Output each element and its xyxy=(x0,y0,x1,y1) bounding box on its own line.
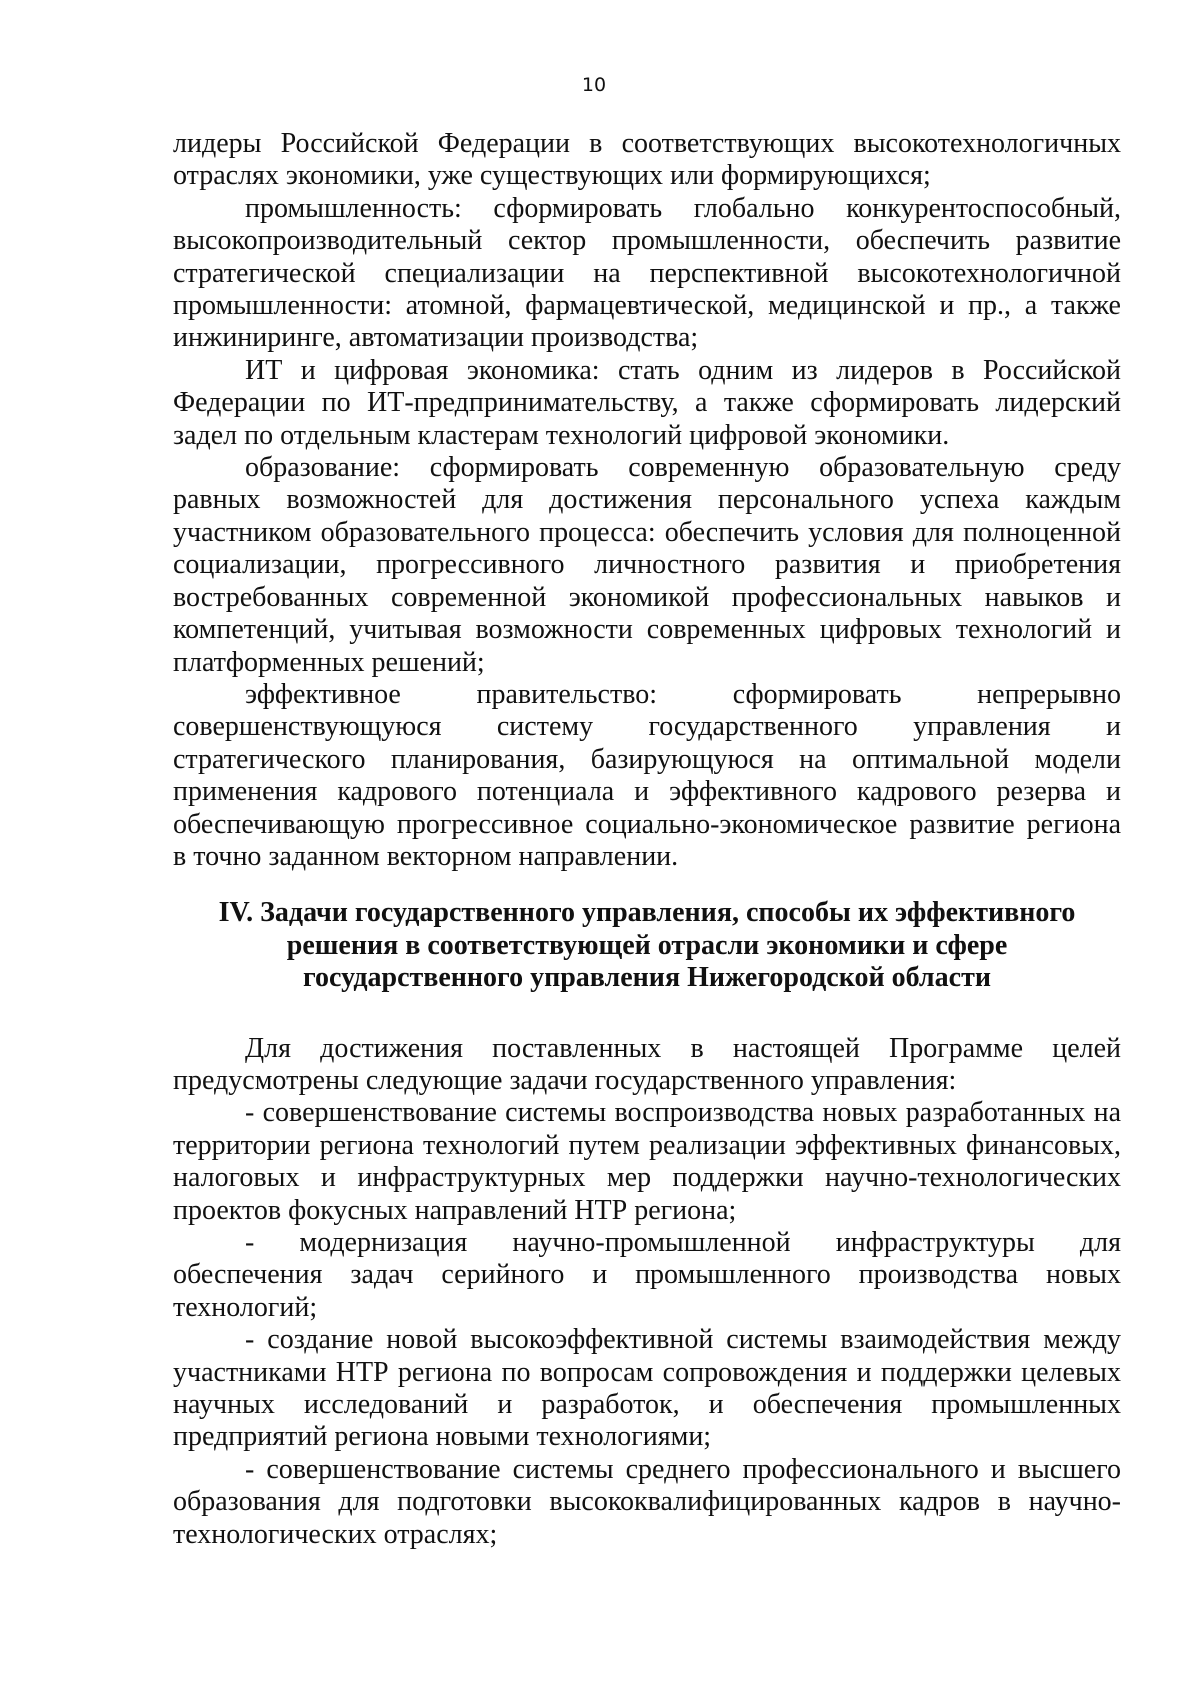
page-number: 10 xyxy=(581,74,607,96)
list-item-task-3: - создание новой высокоэффективной системы взаимодействия между участниками НТР региона по вопросам сопровождения и поддержки целевых научных исследований и разработок, и обеспечения промышленных предприятий региона новыми технологиями; xyxy=(173,1324,1121,1453)
list-item-task-2: - модернизация научно-промышленной инфраструктуры для обеспечения задач серийного и промышленного производства новых технологий; xyxy=(173,1227,1121,1323)
paragraph-education: образование: сформировать современную образовательную среду равных возможностей для достижения персонального успеха каждым участником образовательного процесса: обеспечить условия для полноценной социализации, прогрессивного личностного развития и приобретения востребованных современной экономикой профессиональных навыков и компетенций, учитывая возможности современных цифровых технологий и платформенных решений; xyxy=(173,452,1121,678)
list-item-task-4: - совершенствование системы среднего профессионального и высшего образования для подготовки высококвалифицированных кадров в научно-технологических отраслях; xyxy=(173,1453,1121,1550)
list-item-task-1: - совершенствование системы воспроизводства новых разработанных на территории региона технологий путем реализации эффективных финансовых, налоговых и инфраструктурных мер поддержки научно-технологических проектов фокусных направлений НТР региона; xyxy=(173,1097,1121,1226)
paragraph-industry: промышленность: сформировать глобально конкурентоспособный, высокопроизводительный сектор промышленности, обеспечить развитие стратегической специализации на перспективной высокотехнологичной промышленности: атомной, фармацевтической, медицинской и пр., а также инжиниринге, автоматизации производства; xyxy=(173,192,1121,354)
paragraph-continuation: лидеры Российской Федерации в соответствующих высокотехнологичных отраслях экономики, уже существующих или формирующихся; xyxy=(173,128,1121,192)
section-heading-line-3: государственного управления Нижегородской области xyxy=(303,962,991,994)
section-heading-line-2: решения в соответствующей отрасли экономики и сфере xyxy=(286,929,1008,961)
paragraph-intro-tasks: Для достижения поставленных в настоящей Программе целей предусмотрены следующие задачи государственного управления: xyxy=(173,1032,1121,1096)
paragraph-it-digital-economy: ИТ и цифровая экономика: стать одним из лидеров в Российской Федерации по ИТ-предпринимательству, а также сформировать лидерский задел по отдельным кластерам технологий цифровой экономики. xyxy=(173,354,1121,451)
paragraph-effective-government: эффективное правительство: сформировать непрерывно совершенствующуюся систему государственного управления и стратегического планирования, базирующуюся на оптимальной модели применения кадрового потенциала и эффективного кадрового резерва и обеспечивающую прогрессивное социально-экономическое развитие региона в точно заданном векторном направлении. xyxy=(173,678,1121,872)
section-heading xyxy=(173,897,1121,994)
section-heading-line-1: IV. Задачи государственного управления, способы их эффективного xyxy=(218,897,1076,929)
document-body xyxy=(173,128,1121,1551)
